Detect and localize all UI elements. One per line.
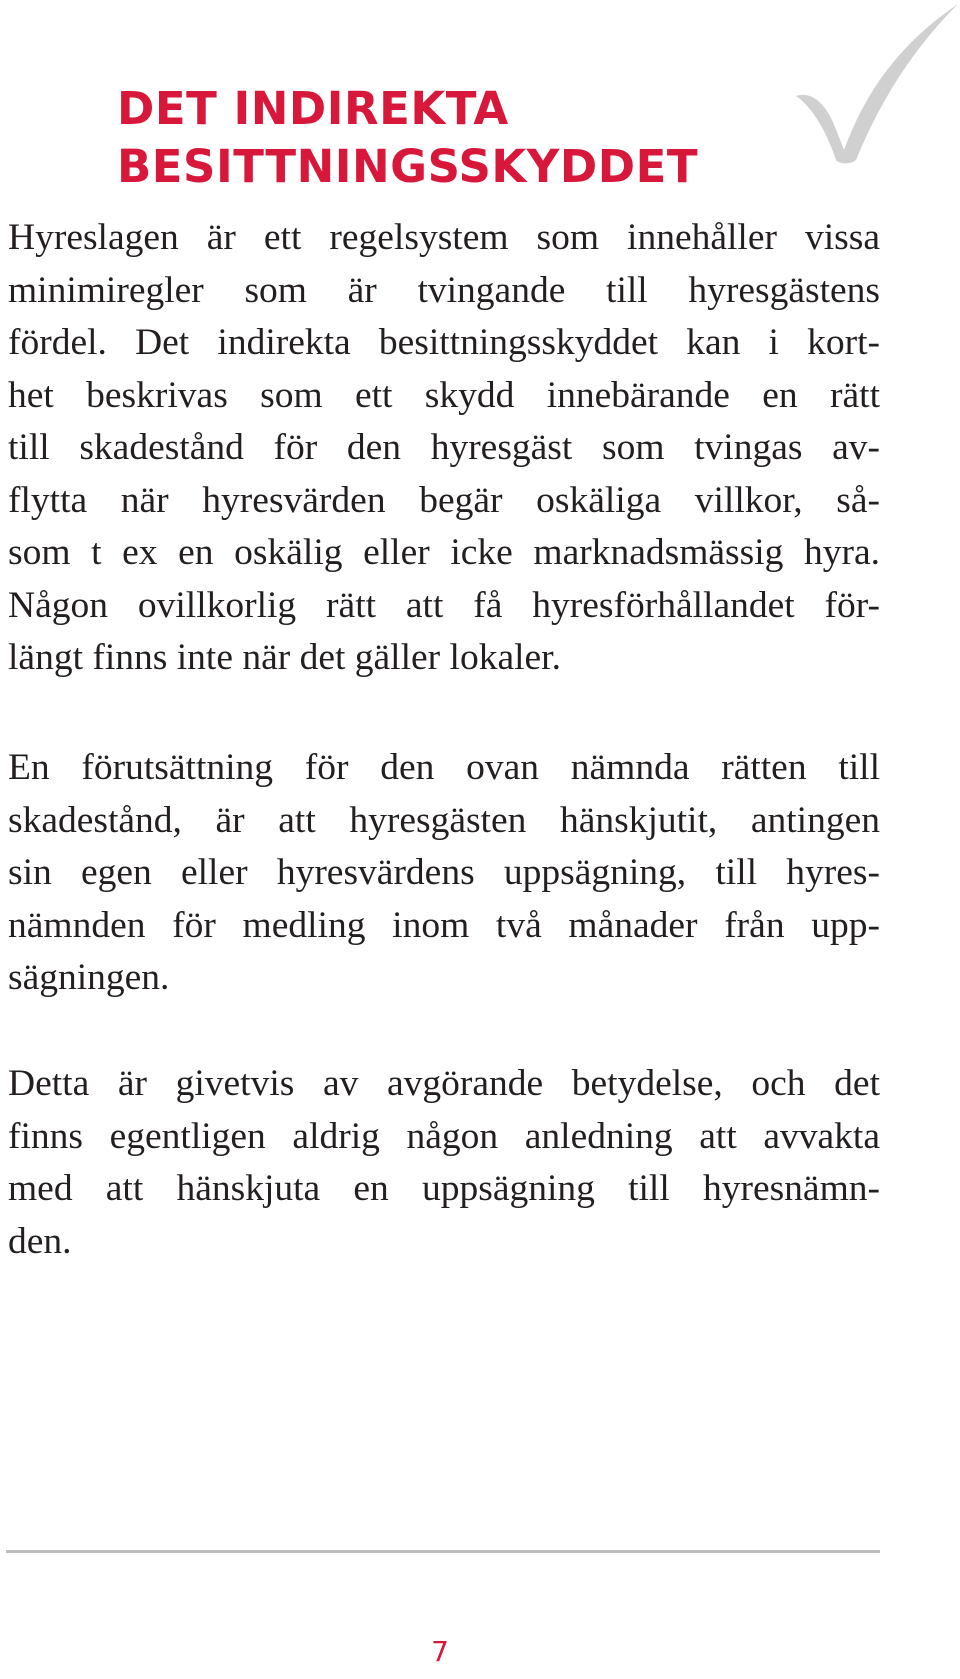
title-line-2: BESITTNINGSSKYDDET — [117, 140, 699, 193]
text-line: En förutsättning för den ovan nämnda rätten till — [8, 747, 880, 788]
page-number: 7 — [431, 1635, 449, 1668]
text-line: med att hänskjuta en uppsägning till hyresnämn- — [8, 1168, 880, 1209]
text-line: Någon ovillkorlig rätt att få hyresförhållandet för- — [8, 584, 880, 626]
paragraph-1 — [8, 212, 880, 685]
text-line: minimiregler som är tvingande till hyresgästens — [8, 269, 880, 311]
text-line: till skadestånd för den hyresgäst som tvingas av- — [8, 427, 880, 468]
text-line: het beskrivas som ett skydd innebärande en rätt — [8, 374, 880, 416]
footer-divider — [6, 1550, 880, 1553]
paragraph-2 — [8, 742, 880, 1005]
text-line: längt finns inte när det gäller lokaler. — [8, 637, 561, 678]
paragraph-3 — [8, 1058, 880, 1268]
text-line: fördel. Det indirekta besittningsskyddet kan i kort- — [8, 322, 880, 363]
title-line-1: DET INDIREKTA — [117, 82, 509, 135]
text-line: skadestånd, är att hyresgästen hänskjutit, antingen — [8, 799, 880, 841]
page-title — [117, 80, 698, 196]
text-line: den. — [8, 1220, 72, 1262]
text-line: flytta när hyresvärden begär oskäliga villkor, så- — [8, 479, 880, 521]
text-line: Detta är givetvis av avgörande betydelse, och det — [8, 1063, 880, 1104]
text-line: Hyreslagen är ett regelsystem som innehåller vissa — [8, 217, 880, 258]
text-line: sägningen. — [8, 957, 170, 998]
checkmark-icon — [792, 0, 960, 165]
text-line: nämnden för medling inom två månader från upp- — [8, 904, 880, 946]
text-line: finns egentligen aldrig någon anledning att avvakta — [8, 1115, 880, 1157]
text-line: sin egen eller hyresvärdens uppsägning, till hyres- — [8, 852, 880, 893]
text-line: som t ex en oskälig eller icke marknadsmässig hyra. — [8, 532, 880, 573]
